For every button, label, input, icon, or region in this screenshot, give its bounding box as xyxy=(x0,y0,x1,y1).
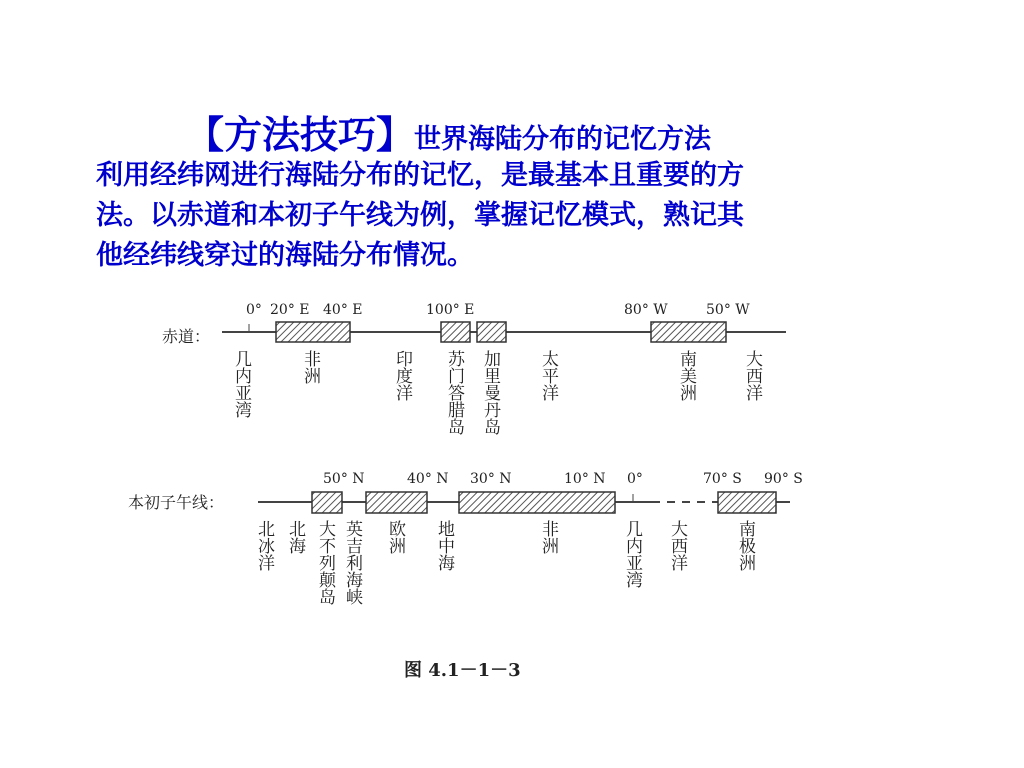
figure-caption: 图 4.1－1－3 xyxy=(404,660,521,681)
prime-meridian-label: 本初子午线： xyxy=(128,493,225,512)
paragraph-line: 利用经纬网进行海陆分布的记忆，是最基本且重要的方 xyxy=(96,160,744,191)
equator-tick: 50° W xyxy=(706,302,750,318)
meridian-item-antarctica: 南极洲 xyxy=(735,520,755,571)
land-antarctica xyxy=(718,492,776,513)
meridian-tick: 30° N xyxy=(470,471,512,487)
equator-item-atlantic: 大西洋 xyxy=(742,350,762,401)
meridian-item-mediterranean: 地中海 xyxy=(434,520,454,571)
equator-item-borneo: 加里曼丹岛 xyxy=(480,350,500,435)
land-borneo xyxy=(477,322,506,342)
equator-item-sumatra: 苏门答腊岛 xyxy=(444,350,464,435)
land-sumatra xyxy=(441,322,470,342)
equator-item-gulf-of-guinea: 几内亚湾 xyxy=(231,350,251,418)
meridian-tick: 0° xyxy=(627,471,643,487)
method-tip-title: 【方法技巧】 xyxy=(186,113,415,157)
paragraph-line: 他经纬线穿过的海陆分布情况。 xyxy=(96,240,474,271)
meridian-tick: 10° N xyxy=(564,471,606,487)
land-europe xyxy=(366,492,427,513)
meridian-tick: 40° N xyxy=(407,471,449,487)
equator-item-pacific: 太平洋 xyxy=(538,350,558,401)
equator-item-south-america: 南美洲 xyxy=(676,350,696,401)
equator-tick: 40° E xyxy=(323,302,363,318)
equator-tick: 100° E xyxy=(426,302,475,318)
land-africa xyxy=(276,322,350,342)
meridian-item-english-channel: 英吉利海峡 xyxy=(342,520,362,605)
meridian-item-atlantic: 大西洋 xyxy=(667,520,687,571)
equator-items xyxy=(231,350,763,435)
meridian-item-north-sea: 北海 xyxy=(285,520,305,554)
land-great-britain xyxy=(312,492,342,513)
equator-tick: 20° E xyxy=(270,302,310,318)
meridian-tick: 90° S xyxy=(764,471,803,487)
equator-item-africa: 非洲 xyxy=(300,350,320,384)
meridian-item-great-britain: 大不列颠岛 xyxy=(315,520,335,605)
equator-tick: 80° W xyxy=(624,302,668,318)
paragraph-line: 法。以赤道和本初子午线为例，掌握记忆模式，熟记其 xyxy=(96,200,744,231)
method-subtitle: 世界海陆分布的记忆方法 xyxy=(414,124,712,155)
equator-label: 赤道： xyxy=(162,327,211,346)
equator-tick: 0° xyxy=(246,302,262,318)
meridian-item-gulf-of-guinea: 几内亚湾 xyxy=(622,520,642,588)
land-south-america xyxy=(651,322,726,342)
meridian-tick: 70° S xyxy=(703,471,742,487)
meridian-item-arctic-ocean: 北冰洋 xyxy=(254,520,274,571)
equator-item-indian-ocean: 印度洋 xyxy=(392,350,412,401)
meridian-item-africa: 非洲 xyxy=(538,520,558,554)
meridian-tick: 50° N xyxy=(323,471,365,487)
meridian-item-europe: 欧洲 xyxy=(385,520,405,554)
meridian-items xyxy=(254,520,756,605)
land-africa-meridian xyxy=(459,492,615,513)
